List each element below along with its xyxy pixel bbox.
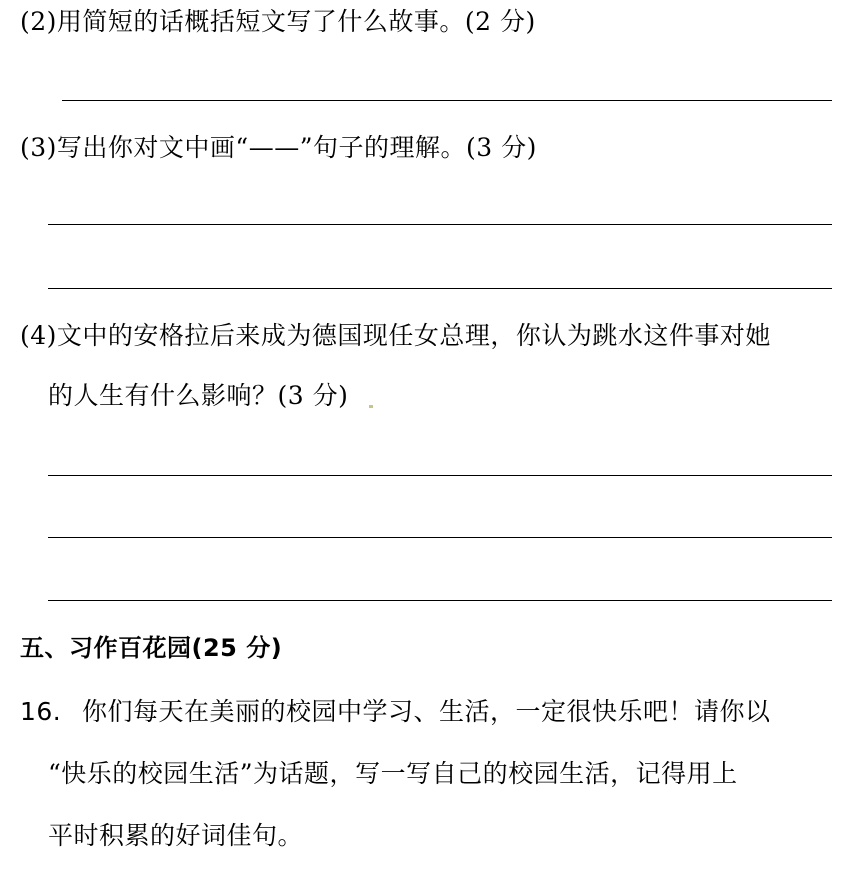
question-3-prompt: (3)写出你对文中画“——”句子的理解。(3 分) bbox=[20, 133, 537, 162]
question-16-number: 16. bbox=[20, 697, 62, 726]
section-5-heading: 五、习作百花园(25 分) bbox=[20, 634, 283, 662]
stray-mark bbox=[369, 405, 373, 408]
answer-line bbox=[48, 224, 832, 225]
answer-line bbox=[62, 100, 832, 101]
question-2-prompt: (2)用简短的话概括短文写了什么故事。(2 分) bbox=[20, 7, 536, 36]
question-16-prompt-line-1: 你们每天在美丽的校园中学习、生活，一定很快乐吧！请你以 bbox=[82, 697, 771, 726]
question-4-prompt-line-1: (4)文中的安格拉后来成为德国现任女总理，你认为跳水这件事对她 bbox=[20, 321, 771, 350]
answer-line bbox=[48, 600, 832, 601]
question-16-prompt-line-3: 平时积累的好词佳句。 bbox=[48, 821, 304, 850]
answer-line bbox=[48, 475, 832, 476]
question-16-prompt-line-2: “快乐的校园生活”为话题，写一写自己的校园生活，记得用上 bbox=[48, 759, 738, 788]
answer-line bbox=[48, 537, 832, 538]
answer-line bbox=[48, 288, 832, 289]
question-4-prompt-line-2: 的人生有什么影响？(3 分) bbox=[48, 381, 349, 410]
